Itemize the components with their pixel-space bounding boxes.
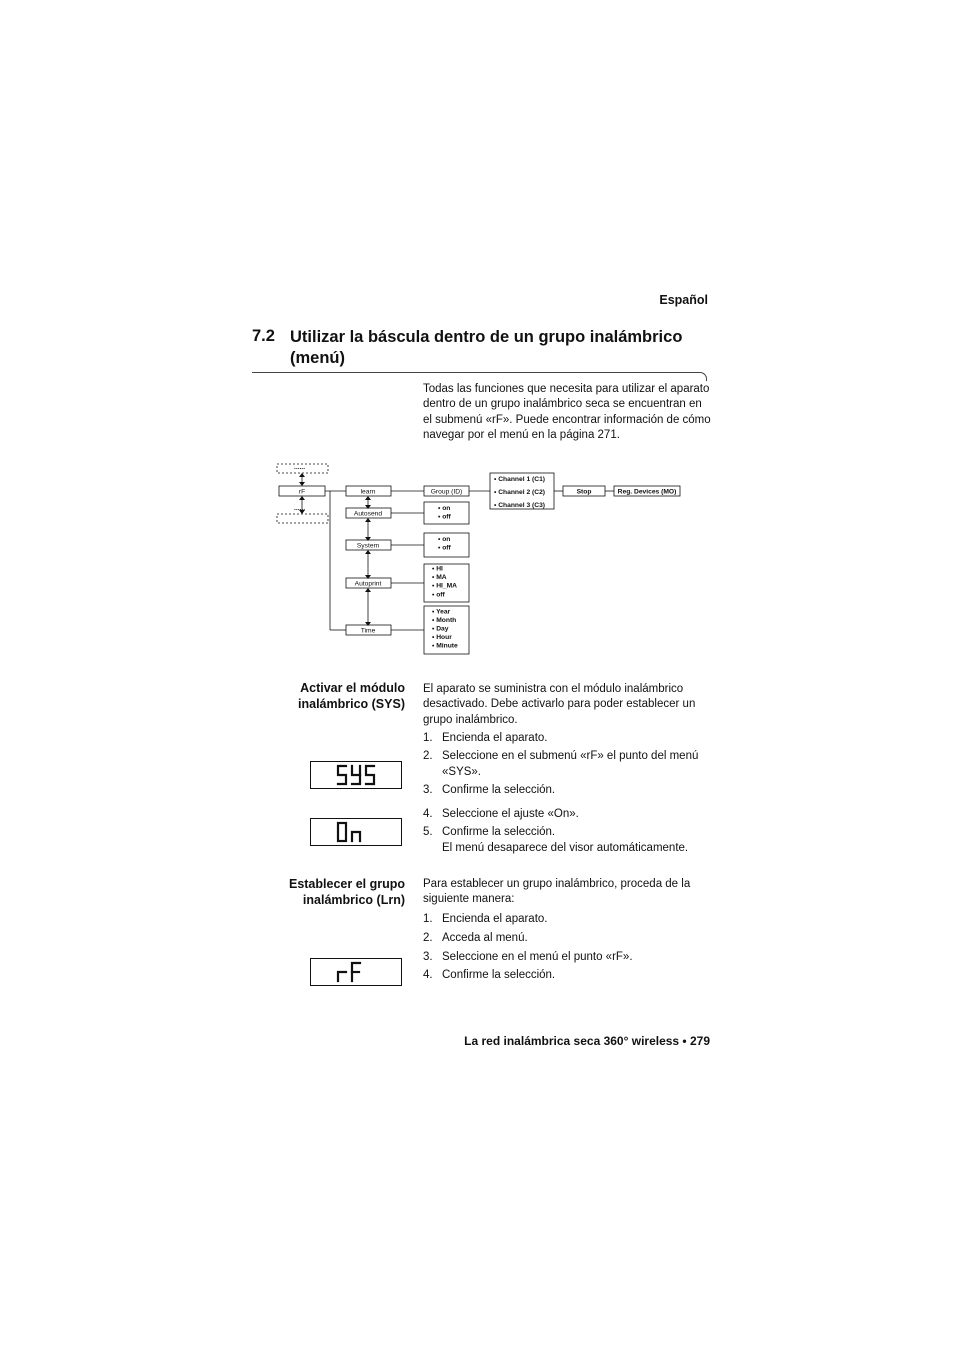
time-option-day: • Day — [432, 625, 449, 633]
sys-heading-line1: Activar el módulo — [300, 681, 405, 695]
label-channel-3: • Channel 3 (C3) — [494, 502, 546, 509]
display-on — [310, 818, 402, 846]
section-title: Utilizar la báscula dentro de un grupo inalámbrico (menú) — [290, 328, 683, 367]
dots-label-bottom: ...... — [294, 464, 306, 471]
autoprint-option-off: • off — [432, 591, 445, 599]
intro-paragraph: Todas las funciones que necesita para utilizar el aparato dentro de un grupo inalámbrico seca se encuentran en el submenú «rF». Puede encontrar información de cómo navegar por el menú en la página 271. — [423, 383, 711, 442]
display-sys — [310, 761, 402, 789]
dots-label-top: ...... — [294, 505, 306, 512]
display-on-glyphs — [335, 821, 365, 843]
system-option-off: • off — [438, 544, 451, 552]
section-number: 7.2 — [252, 327, 275, 345]
lrn-steps — [423, 912, 715, 984]
autoprint-option-hi-ma: • HI_MA — [432, 582, 458, 590]
display-rf — [310, 958, 402, 986]
time-option-month: • Month — [432, 617, 457, 624]
label-autosend: Autosend — [353, 510, 383, 518]
language-label: Español — [659, 293, 708, 307]
list-item: 4. Seleccione el ajuste «On». — [423, 808, 579, 820]
label-learn: learn — [360, 488, 376, 496]
label-time: Time — [360, 627, 376, 635]
sys-steps-2 — [423, 807, 715, 856]
autoprint-option-ma: • MA — [432, 574, 447, 581]
list-item: 3. Seleccione en el menú el punto «rF». — [423, 950, 633, 963]
list-item: 3. Confirme la selección. — [423, 784, 556, 797]
autosend-option-on: • on — [438, 505, 451, 512]
list-item: 5. Confirme la selección. — [423, 826, 556, 839]
label-stop: Stop — [576, 488, 592, 496]
list-item: 2. Acceda al menú. — [423, 931, 528, 944]
sys-heading-line2: inalámbrico (SYS) — [298, 696, 405, 711]
label-autoprint: Autoprint — [354, 580, 382, 588]
lrn-heading-line2: inalámbrico (Lrn) — [302, 892, 405, 907]
dashed-box-bottom — [277, 514, 328, 523]
sys-steps-1 — [423, 731, 715, 799]
label-group-id: Group (ID) — [430, 488, 463, 496]
time-option-year: • Year — [432, 608, 451, 616]
list-item: 4. Confirme la selección. — [423, 969, 556, 982]
sys-heading — [252, 681, 405, 712]
autosend-option-off: • off — [438, 513, 451, 521]
label-system: System — [356, 542, 380, 550]
list-item: 1. Encienda el aparato. — [423, 913, 548, 925]
page-footer: La red inalámbrica seca 360° wireless • 279 — [464, 1034, 710, 1048]
list-item: 2. Seleccione en el submenú «rF» el punto del menú «SYS». — [423, 750, 699, 778]
label-channel-1: • Channel 1 (C1) — [494, 476, 546, 483]
lrn-heading — [252, 877, 405, 908]
label-reg-devices: Reg. Devices (MO) — [617, 488, 677, 496]
list-item: 1. Encienda el aparato. — [423, 732, 548, 744]
sys-intro: El aparato se suministra con el módulo inalámbrico desactivado. Debe activarlo para poder establecer un grupo inalámbrico. — [423, 683, 696, 726]
time-option-minute: • Minute — [432, 642, 458, 650]
system-option-on: • on — [438, 536, 451, 543]
label-channel-2: • Channel 2 (C2) — [494, 489, 546, 496]
autoprint-option-hi: • HI — [432, 565, 443, 573]
display-rf-glyphs — [335, 961, 365, 983]
display-sys-glyphs — [335, 764, 379, 786]
lrn-heading-line1: Establecer el grupo — [288, 877, 405, 891]
time-option-hour: • Hour — [432, 634, 452, 641]
label-rf: rF — [298, 488, 306, 496]
list-item-note: El menú desaparece del visor automáticamente. — [442, 841, 689, 854]
lrn-intro: Para establecer un grupo inalámbrico, proceda de la siguiente manera: — [423, 878, 691, 906]
